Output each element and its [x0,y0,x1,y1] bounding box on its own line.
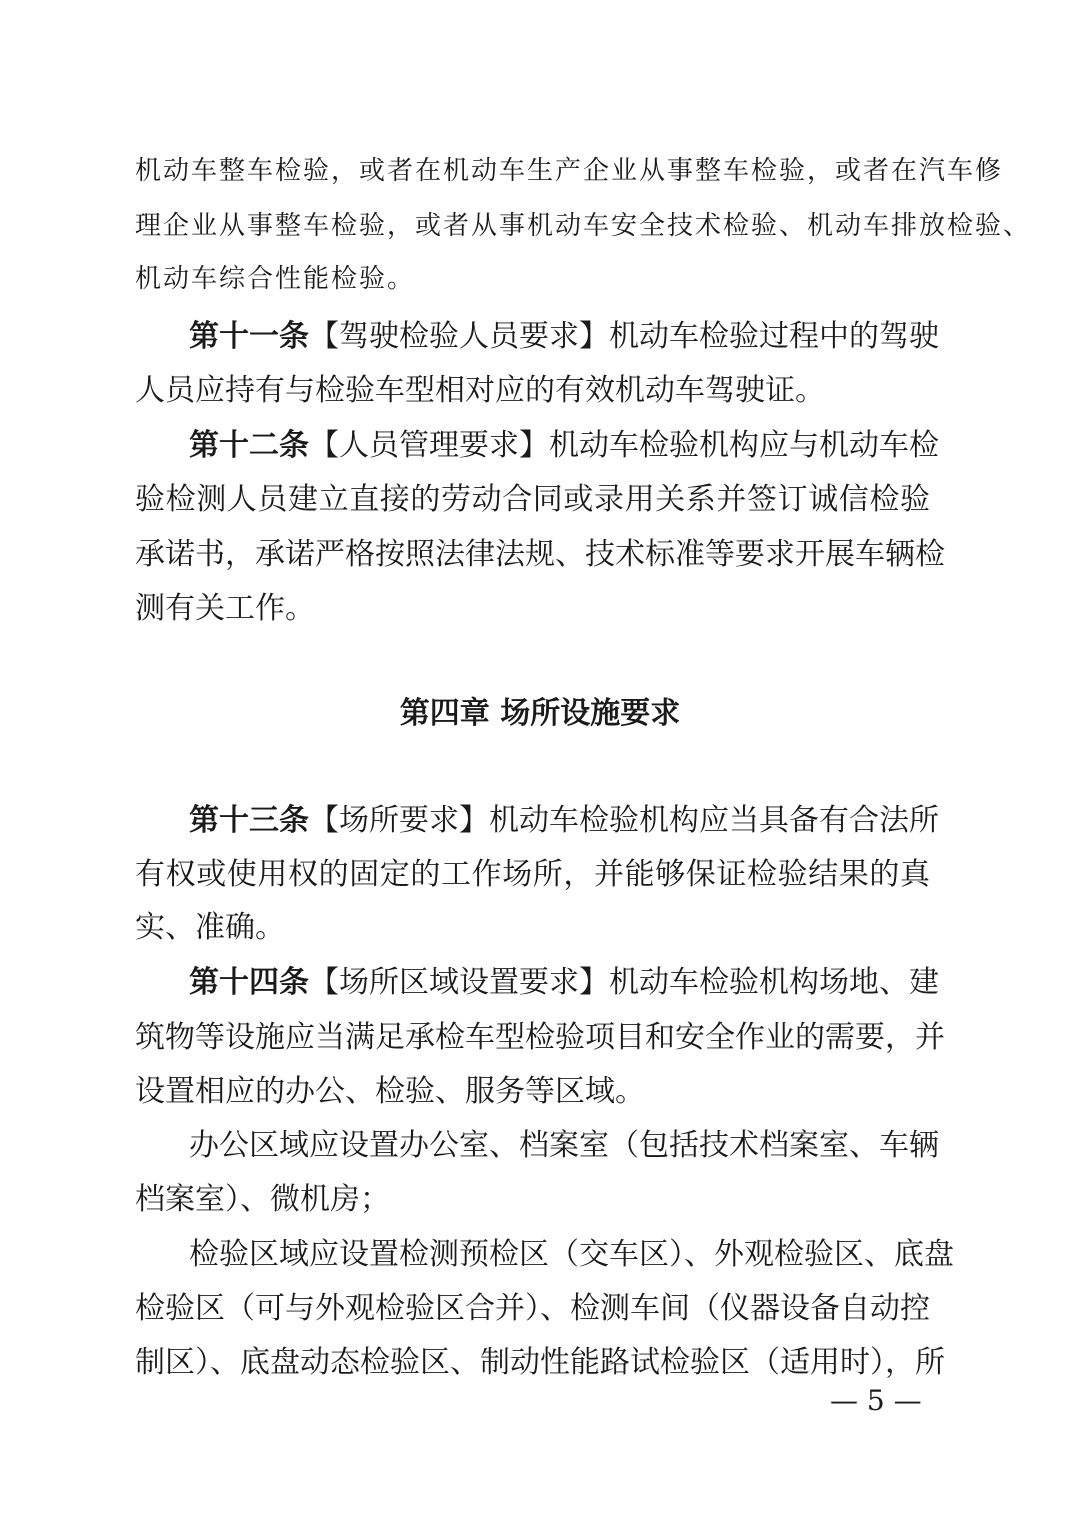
paragraph-line: 测有关工作。 [135,591,315,626]
paragraph-line: 有权或使用权的固定的工作场所，并能够保证检验结果的真 [135,857,930,892]
article-text: 机动车检验机构场地、建 [609,965,939,1000]
paragraph-line: 办公区域应设置办公室、档案室（包括技术档案室、车辆 [189,1128,939,1163]
paragraph-line: 筑物等设施应当满足承检车型检验项目和安全作业的需要，并 [135,1020,945,1055]
article-11-line [189,311,939,355]
article-number: 第十二条 [189,428,309,463]
paragraph-line: 机动车整车检验，或者在机动车生产企业从事整车检验，或者在汽车修 [135,156,1004,186]
article-14-line [189,957,939,1001]
paragraph-line: 机动车综合性能检验。 [135,264,416,294]
paragraph-line: 检验区（可与外观检验区合并）、检测车间（仪器设备自动控 [135,1291,930,1326]
article-tag: 【驾驶检验人员要求】 [309,319,609,354]
article-12-line [189,420,939,464]
paragraph-line: 验检测人员建立直接的劳动合同或录用关系并签订诚信检验 [135,482,930,517]
article-13-line [189,795,939,839]
paragraph-line: 实、准确。 [135,910,285,945]
article-tag: 【场所区域设置要求】 [309,965,609,1000]
paragraph-line: 人员应持有与检验车型相对应的有效机动车驾驶证。 [135,373,825,408]
article-number: 第十一条 [189,319,309,354]
paragraph-line: 档案室）、微机房； [135,1182,390,1217]
paragraph-line: 检验区域应设置检测预检区（交车区）、外观检验区、底盘 [189,1237,954,1272]
article-number: 第十三条 [189,803,309,838]
article-text: 机动车检验过程中的驾驶 [609,319,939,354]
page-number: — 5 — [830,1384,922,1417]
article-tag: 【场所要求】 [309,803,489,838]
paragraph-line: 承诺书，承诺严格按照法律法规、技术标准等要求开展车辆检 [135,537,945,572]
article-text: 机动车检验机构应当具备有合法所 [489,803,939,838]
paragraph-line: 理企业从事整车检验，或者从事机动车安全技术检验、机动车排放检验、 [135,211,1032,241]
article-text: 机动车检验机构应与机动车检 [549,428,939,463]
paragraph-line: 制区）、底盘动态检验区、制动性能路试检验区（适用时），所 [135,1345,945,1380]
article-number: 第十四条 [189,965,309,1000]
paragraph-line: 设置相应的办公、检验、服务等区域。 [135,1074,645,1109]
article-tag: 【人员管理要求】 [309,428,549,463]
chapter-heading: 第四章 场所设施要求 [399,696,681,731]
